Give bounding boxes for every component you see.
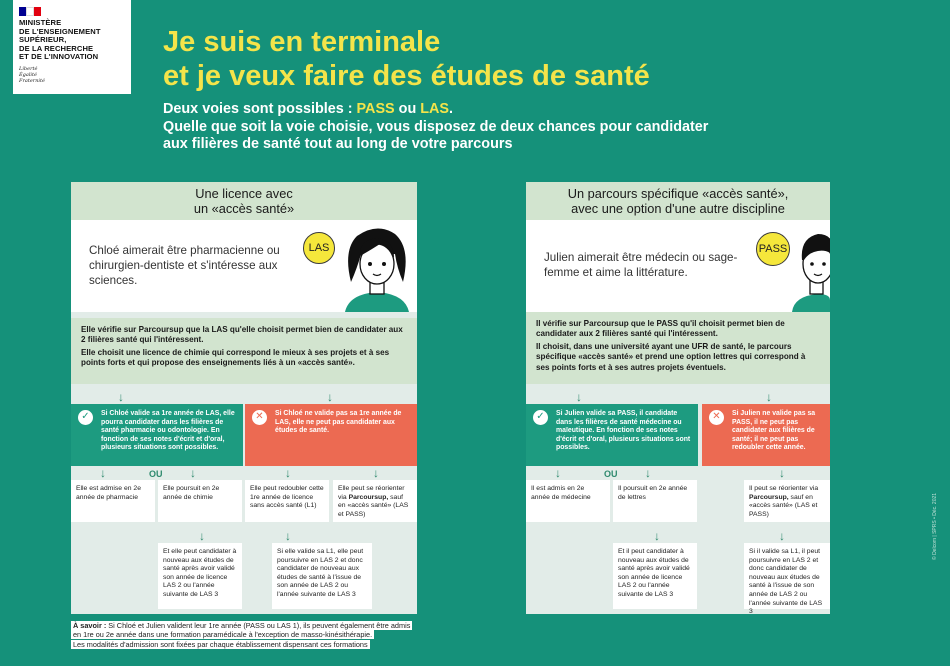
pass-followup-2: Si il valide sa L1, il peut poursuivre en LAS 2 et donc candidater de nouveau aux études de santé à l'issue de son année de LAS 2 ou l'année suivante de LAS 3: [744, 543, 830, 609]
arrow-down-icon: ↓: [779, 466, 785, 480]
page-subtitle: Deux voies sont possibles : PASS ou LAS. Quelle que soit la voie choisie, vous disposez de deux chances pour candidater aux filières de santé tout au long de votre parcours: [163, 101, 709, 152]
arrow-down-icon: ↓: [576, 390, 582, 404]
or-label: OU: [604, 469, 618, 479]
pass-outcome-letters: Il poursuit en 2e année de lettres: [613, 480, 697, 522]
las-outcome-repeat: Elle peut redoubler cette 1re année de licence sans accès santé (L1): [245, 480, 329, 522]
arrow-down-icon: ↓: [654, 529, 660, 543]
las-success-box: ✓ Si Chloé valide sa 1re année de LAS, elle pourra candidater dans les filières de santé pharmacie ou odontologie. En fonction de ses notes d'écrit et d'oral, plusieurs situations sont possibles.: [71, 404, 243, 466]
las-followup-2: Si elle valide sa L1, elle peut poursuivre en LAS 2 et donc candidater de nouveau aux études de santé à l'issue de son année de LAS 2 ou l'année suivante de LAS 3: [272, 543, 372, 609]
las-outcome-pharmacy: Elle est admise en 2e année de pharmacie: [71, 480, 155, 522]
pass-outcome-medicine: Il est admis en 2e année de médecine: [526, 480, 610, 522]
girl-avatar-icon: [337, 220, 417, 312]
arrow-down-icon: ↓: [327, 390, 333, 404]
flag-icon: [19, 7, 41, 16]
las-intro-card: [71, 220, 417, 312]
pass-success-box: ✓ Si Julien valide sa PASS, il candidate dans les filières de santé médecine ou maïeutique. En fonction de ses notes d'écrit et d'oral, plusieurs situations sont possibles.: [526, 404, 698, 466]
arrow-down-icon: ↓: [645, 466, 651, 480]
boy-avatar-icon: [792, 220, 830, 312]
arrow-down-icon: ↓: [100, 466, 106, 480]
las-followup-1: Et elle peut candidater à nouveau aux études de santé après avoir validé son année de licence LAS 2 ou l'année suivante de LAS 3: [158, 543, 242, 609]
cross-icon: ✕: [709, 410, 724, 425]
check-icon: ✓: [78, 410, 93, 425]
las-failure-box: ✕ Si Chloé ne valide pas sa 1re année de LAS, elle ne peut pas candidater aux études de santé.: [245, 404, 417, 466]
arrow-down-icon: ↓: [555, 466, 561, 480]
arrow-down-icon: ↓: [285, 529, 291, 543]
pass-intro-text: Julien aimerait être médecin ou sage-femme et aime la littérature.: [544, 251, 738, 279]
arrow-down-icon: ↓: [118, 390, 124, 404]
pass-failure-box: ✕ Si Julien ne valide pas sa PASS, il ne peut pas candidater aux filières de santé; il ne peut pas redoubler cette année.: [702, 404, 830, 466]
check-icon: ✓: [533, 410, 548, 425]
arrow-down-icon: ↓: [190, 466, 196, 480]
ministry-name: MINISTÈRE DE L'ENSEIGNEMENT SUPÉRIEUR, DE LA RECHERCHE ET DE L'INNOVATION: [19, 18, 101, 62]
page-title: Je suis en terminale et je veux faire des études de santé: [163, 26, 650, 92]
ministry-logo: [13, 0, 131, 94]
las-outcome-reorient: Elle peut se réorienter via Parcoursup, sauf en «accès santé» (LAS et PASS): [333, 480, 417, 522]
las-intro-text: Chloé aimerait être pharmacienne ou chirurgien-dentiste et s'intéresse aux sciences.: [89, 244, 280, 287]
las-badge: LAS: [303, 232, 335, 264]
las-outcome-chemistry: Elle poursuit en 2e année de chimie: [158, 480, 242, 522]
pass-verification: Il vérifie sur Parcoursup que le PASS qu'il choisit permet bien de candidater aux 2 filières santé qui l'intéressent. Il choisit, dans une université ayant une UFR de santé, le parcours spécifique «accès santé» et prend une option lettres qui correspond à ses points forts et à ses autres projets éventuels.: [526, 312, 830, 384]
republic-motto: Liberté Égalité Fraternité: [19, 65, 45, 84]
cross-icon: ✕: [252, 410, 267, 425]
arrow-down-icon: ↓: [285, 466, 291, 480]
footnote: À savoir : Si Chloé et Julien valident leur 1re année (PASS ou LAS 1), ils peuvent également être admis en 1re ou 2e année dans une formation paramédicale à l'exception de masso-kinésithérapie. Les modalités d'admission sont fixées par chaque établissement dispensant ces formations: [73, 621, 411, 649]
pass-outcome-reorient: Il peut se réorienter via Parcoursup, sauf en «accès santé» (LAS et PASS): [744, 480, 830, 522]
credit-text: © Delcom | SPRS • Déc. 2021: [932, 492, 938, 560]
arrow-down-icon: ↓: [373, 466, 379, 480]
arrow-down-icon: ↓: [199, 529, 205, 543]
las-header: Une licence avec un «accès santé»: [71, 182, 417, 220]
or-label: OU: [149, 469, 163, 479]
pass-intro-card: [526, 220, 830, 312]
pass-header: Un parcours spécifique «accès santé», avec une option d'une autre discipline: [526, 182, 830, 220]
pass-badge: PASS: [756, 232, 790, 266]
pass-followup-1: Et il peut candidater à nouveau aux études de santé après avoir validé son année de licence LAS 2 ou l'année suivante de LAS 3: [613, 543, 697, 609]
arrow-down-icon: ↓: [779, 529, 785, 543]
las-verification: Elle vérifie sur Parcoursup que la LAS qu'elle choisit permet bien de candidater aux 2 filières santé qui l'intéressent. Elle choisit une licence de chimie qui correspond le mieux à ses projets et à ses points forts et qui propose des enseignements liés à un «accès santé».: [71, 318, 417, 384]
arrow-down-icon: ↓: [766, 390, 772, 404]
